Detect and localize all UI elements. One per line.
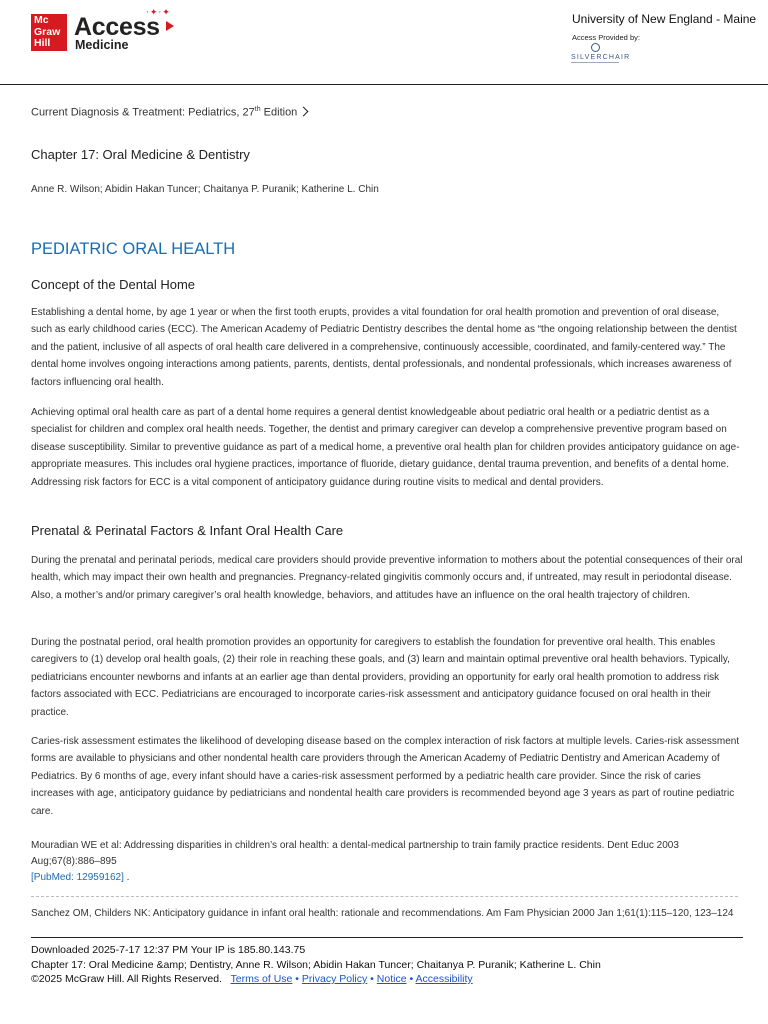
breadcrumb-book[interactable]: Current Diagnosis & Treatment: Pediatrics, 27 [31,106,255,119]
subsection-title-dental-home: Concept of the Dental Home [31,277,196,292]
access-provided-label: Access Provided by: [572,33,640,42]
reference-text: Sanchez OM, Childers NK: Anticipatory guidance in infant oral health: rationale and recommendations. Am Fam Physician 2000 Jan 1;61(1):115–120, 123–124 [31,908,734,919]
privacy-policy-link[interactable]: Privacy Policy [301,973,368,985]
logo-arrow-icon [166,21,174,31]
footer-divider [31,937,743,938]
breadcrumb[interactable] [31,106,307,119]
footer-downloaded: Downloaded 2025-7-17 12:37 PM Your IP is 185.80.143.75 [31,944,306,956]
accessibility-link[interactable]: Accessibility [415,973,473,985]
medicine-logo-text: Medicine [75,38,129,52]
chevron-right-icon[interactable] [299,106,309,116]
logo-text-mc: Mc [34,14,49,26]
logo-text-hill: Hill [34,37,51,49]
breadcrumb-sup: th [254,106,261,113]
subsection-title-prenatal: Prenatal & Perinatal Factors & Infant Oral Health Care [31,523,344,538]
provider-logo-text: SILVERCHAIR [571,54,631,61]
section-title: PEDIATRIC ORAL HEALTH [31,240,236,258]
institution-name: University of New England - Maine [572,12,757,26]
paragraph: During the postnatal period, oral health promotion provides an opportunity for caregivers to establish the foundation for preventive oral health. This enables caregivers to (1) develop oral health goals, (2) their role in reaching these goals, and (3) learn and maintain optimal preventive oral health behaviors. Typically, pediatricians encounter newborns and infants at an earlier age than dental providers, providing an opportunity for early oral health promotion to address risk factors associated with ECC. Pediatricians are encouraged to incorporate caries-risk assessment and anticipatory guidance focused on oral health in their practice. [31,637,730,718]
paragraph: Establishing a dental home, by age 1 year or when the first tooth erupts, provides a vital foundation for oral health promotion and prevention of oral disease, such as early childhood caries (ECC). The American Academy of Pediatric Dentistry describes the dental home as “the ongoing relationship between the dentist and the patient, inclusive of all aspects of oral health care delivered in a comprehensive, continuously accessible, coordinated, and family-centered way.” The dental home involves ongoing interactions among patients, parents, dentists, dental professionals, and nondental professionals, which increases awareness of factors influencing oral health. [31,307,737,388]
page-header [0,0,768,85]
authors: Anne R. Wilson; Abidin Hakan Tuncer; Chaitanya P. Puranik; Katherine L. Chin [31,184,379,195]
reference-item [31,838,743,886]
footer-citation: Chapter 17: Oral Medicine &amp; Dentistry, Anne R. Wilson; Abidin Hakan Tuncer; Chaitanya P. Puranik; Katherine L. Chin [31,959,601,971]
chapter-title: Chapter 17: Oral Medicine & Dentistry [31,147,250,162]
pubmed-link[interactable]: [PubMed: 12959162] [31,872,124,883]
reference-item [31,906,743,922]
reference-after: . [123,872,130,883]
terms-of-use-link[interactable]: Terms of Use [230,973,293,985]
footer-copyright: ©2025 McGraw Hill. All Rights Reserved. [31,973,222,985]
access-logo-text[interactable]: Access [74,13,160,41]
breadcrumb-suffix: Edition [260,106,298,119]
footer-separator: • [367,973,377,985]
paragraph: Achieving optimal oral health care as part of a dental home requires a general dentist knowledgeable about pediatric oral health or a pediatric dentist as a specialist for children and complex oral health needs. Together, the dentist and primary caregiver can develop a comprehensive preventive program based on disease susceptibility. Similar to preventive guidance as part of a medical home, a preventive oral health plan for children provides anticipatory guidance on age-appropriate measures. This includes oral hygiene practices, importance of fluoride, dietary guidance, dental trauma prevention, and benefits of a dental home. Addressing risk factors for ECC is a vital component of anticipatory guidance during routine visits to medical and dental providers. [31,407,740,488]
logo-sparkle-icon: ·✦·✦ [146,8,171,18]
notice-link[interactable]: Notice [376,973,407,985]
mcgraw-hill-logo[interactable] [31,14,67,51]
paragraph: Caries-risk assessment estimates the likelihood of developing disease based on the complex interaction of risk factors at multiple levels. Caries-risk assessment forms are available to physicians and other nondental health care providers through the American Academy of Pediatric Dentistry and American Academy of Pediatrics. By 6 months of age, every infant should have a caries-risk assessment performed by a pediatric health care provider. Since the risk of caries increases with age, anticipatory guidance by pediatricians and nondental health care providers is recommended beyond age 3 years as part of routine pediatric care. [31,736,740,817]
footer-separator: • [292,973,302,985]
logo-text-graw: Graw [34,25,61,38]
reference-divider [31,896,738,897]
reference-text: Mouradian WE et al: Addressing disparities in children’s oral health: a dental-medical partnership to train family practice residents. Dent Educ 2003 Aug;67(8):886–895 [31,840,679,867]
footer-separator: • [406,973,416,985]
silverchair-icon [591,43,600,52]
footer-copyright-line [31,973,473,985]
paragraph: During the prenatal and perinatal periods, medical care providers should provide preventive information to mothers about the potential consequences of their oral health, which may impact their own health and pregnancies. Pregnancy-related gingivitis commonly occurs and, if untreated, may result in periodontal disease. Also, a mother’s and/or primary caregiver’s oral health knowledge, behaviors, and attitudes have an influence on the oral health trajectory of children. [31,555,743,601]
provider-divider [571,62,619,63]
